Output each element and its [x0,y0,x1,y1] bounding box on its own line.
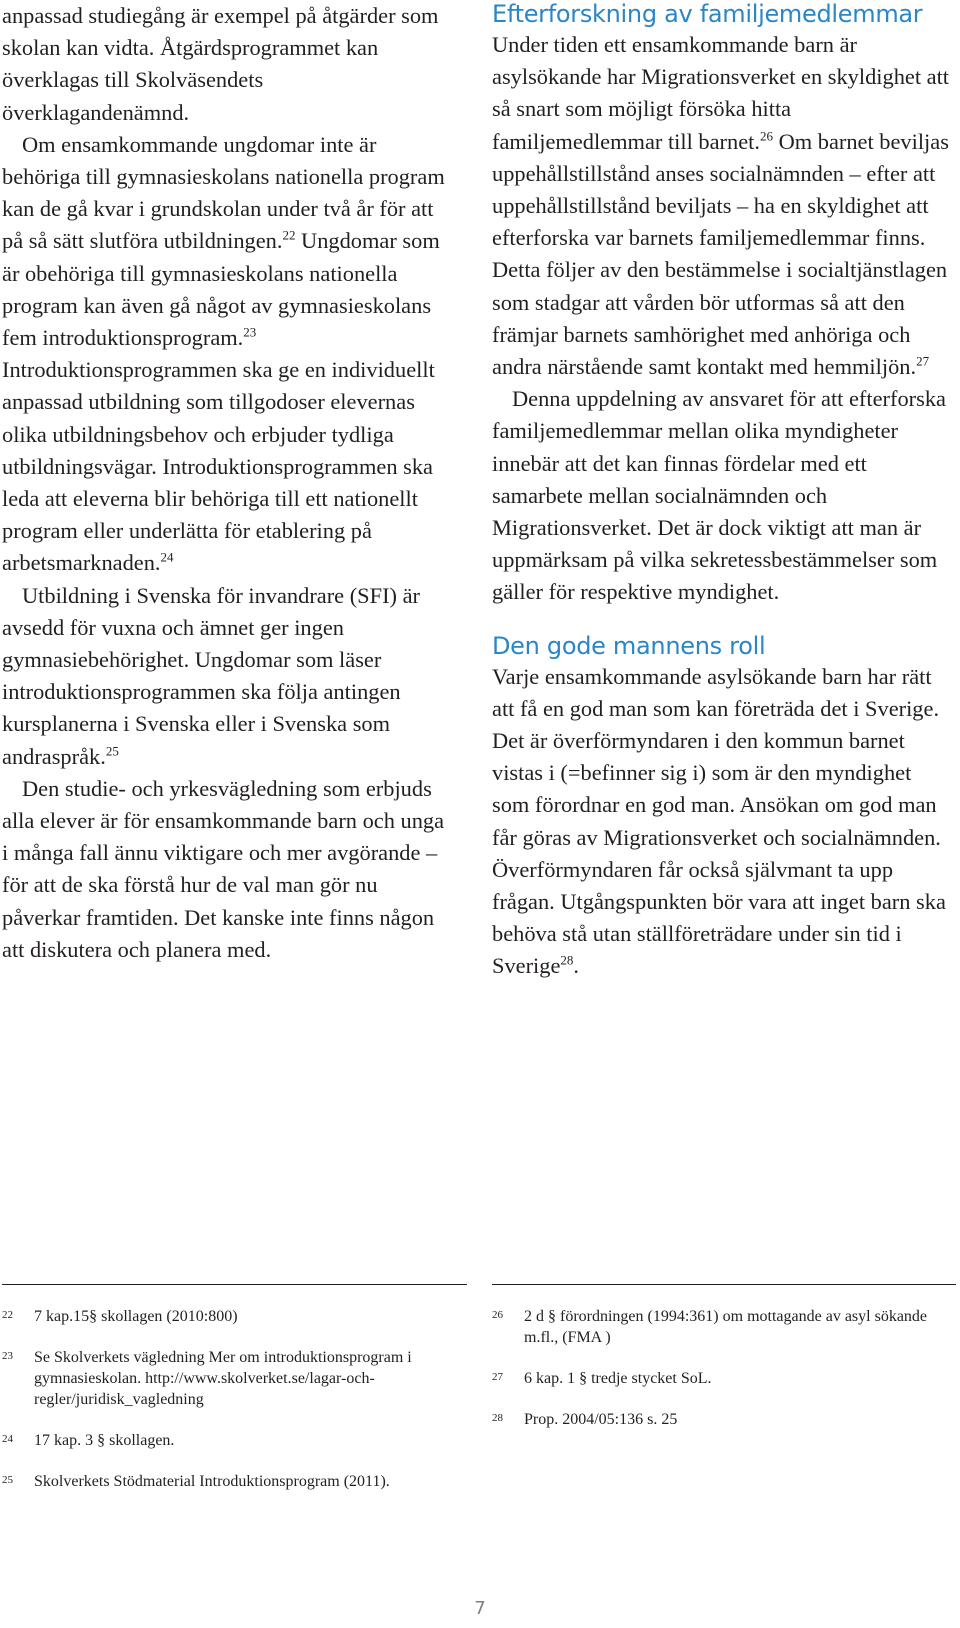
paragraph-3-text-a: Utbildning i Svenska för invandrare (SFI) är avsedd för vuxna och ämnet ger ingen gymnasiebehörighet. Ungdomar som läser introduktionsprogrammen ska följa antingen kursplanerna i Svenska eller i Svenska som andraspråk. [2,582,420,769]
footnote-number: 28 [492,1412,503,1424]
footnote-25 [2,1471,462,1492]
paragraph-5-text-b: Om barnet beviljas uppehållstillstånd anses socialnämnden – efter att uppehållstillstånd beviljats – ha en skyldighet att efterforska var barnets familjemedlemmar finns. Detta följer av den bestämmelse i socialtjänstlagen som stadgar att vården bör utformas så att den främjar barnets samhörighet med anhöriga och andra närstående samt kontakt med hemmiljön. [492,128,949,380]
footnote-divider-right [492,1284,956,1285]
paragraph-7-end: . [573,953,580,979]
paragraph-2-text-c: Introduktionsprogrammen ska ge en individuellt anpassad utbildning som tillgodoser elevernas olika utbildningsbehov och erbjuder tydliga utbildningsvägar. Introduktionsprogrammen ska leda att eleverna blir behöriga till ett nationellt program eller underlätta för etablering på arbetsmarknaden. [2,357,435,576]
footnote-text: Skolverkets Stödmaterial Introduktionsprogram (2011). [34,1473,390,1490]
paragraph-7 [492,661,952,983]
footnote-number: 23 [2,1350,13,1362]
left-column [2,0,452,966]
footnote-number: 22 [2,1309,13,1321]
footnote-28 [492,1409,952,1430]
paragraph-2 [2,129,452,580]
footnote-23 [2,1347,462,1410]
footnote-ref-26[interactable]: 26 [759,128,773,144]
heading-efterforskning: Efterforskning av familjemedlemmar [492,0,923,28]
paragraph-2-text-a: Om ensamkommande ungdomar inte är behöriga till gymnasieskolans nationella program kan de gå kvar i grundskolan under två år för att på så sätt slutföra utbildningen. [2,131,445,254]
paragraph-2-text-b: Ungdomar som är obehöriga till gymnasieskolans nationella program kan även gå något av gymnasieskolans fem introduktionsprogram. [2,228,440,351]
footnote-text: 17 kap. 3 § skollagen. [34,1432,175,1449]
footnote-27 [492,1368,952,1389]
paragraph-7-text-a: Varje ensamkommande asylsökande barn har rätt att få en god man som kan företräda det i Sverige. Det är överförmyndaren i den kommun barnet vistas i (=befinner sig i) som är den myndighet som förordnar en god man. Ansökan om god man får göras av Migrationsverket och socialnämnden. Överförmyndaren får också självmant ta upp frågan. Utgångspunkten bör vara att inget barn ska behöva stå utan ställföreträdare under sin tid i Sverige [492,663,946,979]
footnotes-right [492,1306,952,1450]
footnote-ref-27[interactable]: 27 [916,353,930,369]
paragraph-1: anpassad studiegång är exempel på åtgärder som skolan kan vidta. Åtgärdsprogrammet kan överklagas till Skolväsendets överklagandenämnd. [2,3,439,125]
footnote-text: Prop. 2004/05:136 s. 25 [524,1411,678,1428]
footnote-22 [2,1306,462,1327]
footnote-text: Se Skolverkets vägledning Mer om introduktionsprogram i gymnasieskolan. http://www.skolverket.se/lagar-och-regler/juridisk_vagledning [34,1349,412,1408]
footnote-number: 27 [492,1371,503,1383]
footnote-number: 24 [2,1433,13,1445]
footnote-divider-left [2,1284,467,1285]
heading-gode-mannens-roll: Den gode mannens roll [492,631,766,660]
footnote-24 [2,1430,462,1451]
footnote-number: 26 [492,1309,503,1321]
paragraph-6: Denna uppdelning av ansvaret för att efterforska familjemedlemmar mellan olika myndigheter innebär att det kan finnas fördelar med ett samarbete mellan socialnämnden och Migrationsverket. Det är dock viktigt att man är uppmärksam på vilka sekretessbestämmelser som gäller för respektive myndighet. [492,386,946,605]
footnote-ref-25[interactable]: 25 [105,743,119,759]
footnote-number: 25 [2,1474,13,1486]
footnote-ref-28[interactable]: 28 [560,953,574,969]
footnote-ref-24[interactable]: 24 [160,549,174,565]
page-number: 7 [474,1598,486,1619]
paragraph-5-text-a: Under tiden ett ensamkommande barn är asylsökande har Migrationsverket en skyldighet att så snart som möjligt försöka hitta familjemedlemmar till barnet. [492,32,950,154]
footnote-ref-23[interactable]: 23 [243,324,257,340]
paragraph-4: Den studie- och yrkesvägledning som erbjuds alla elever är för ensamkommande barn och unga i många fall ännu viktigare och mer avgörande – för att de ska förstå hur de val man gör nu påverkar framtiden. Det kanske inte finns någon att diskutera och planera med. [2,775,445,962]
footnotes-left [2,1306,462,1512]
paragraph-5 [492,29,952,383]
footnote-text: 7 kap.15§ skollagen (2010:800) [34,1308,238,1325]
footnote-text: 2 d § förordningen (1994:361) om mottagande av asyl sökande m.fl., (FMA ) [524,1308,928,1346]
right-column [492,0,952,983]
footnote-ref-22[interactable]: 22 [282,227,296,243]
footnote-text: 6 kap. 1 § tredje stycket SoL. [524,1370,712,1387]
footnote-26 [492,1306,952,1348]
paragraph-3 [2,580,452,773]
